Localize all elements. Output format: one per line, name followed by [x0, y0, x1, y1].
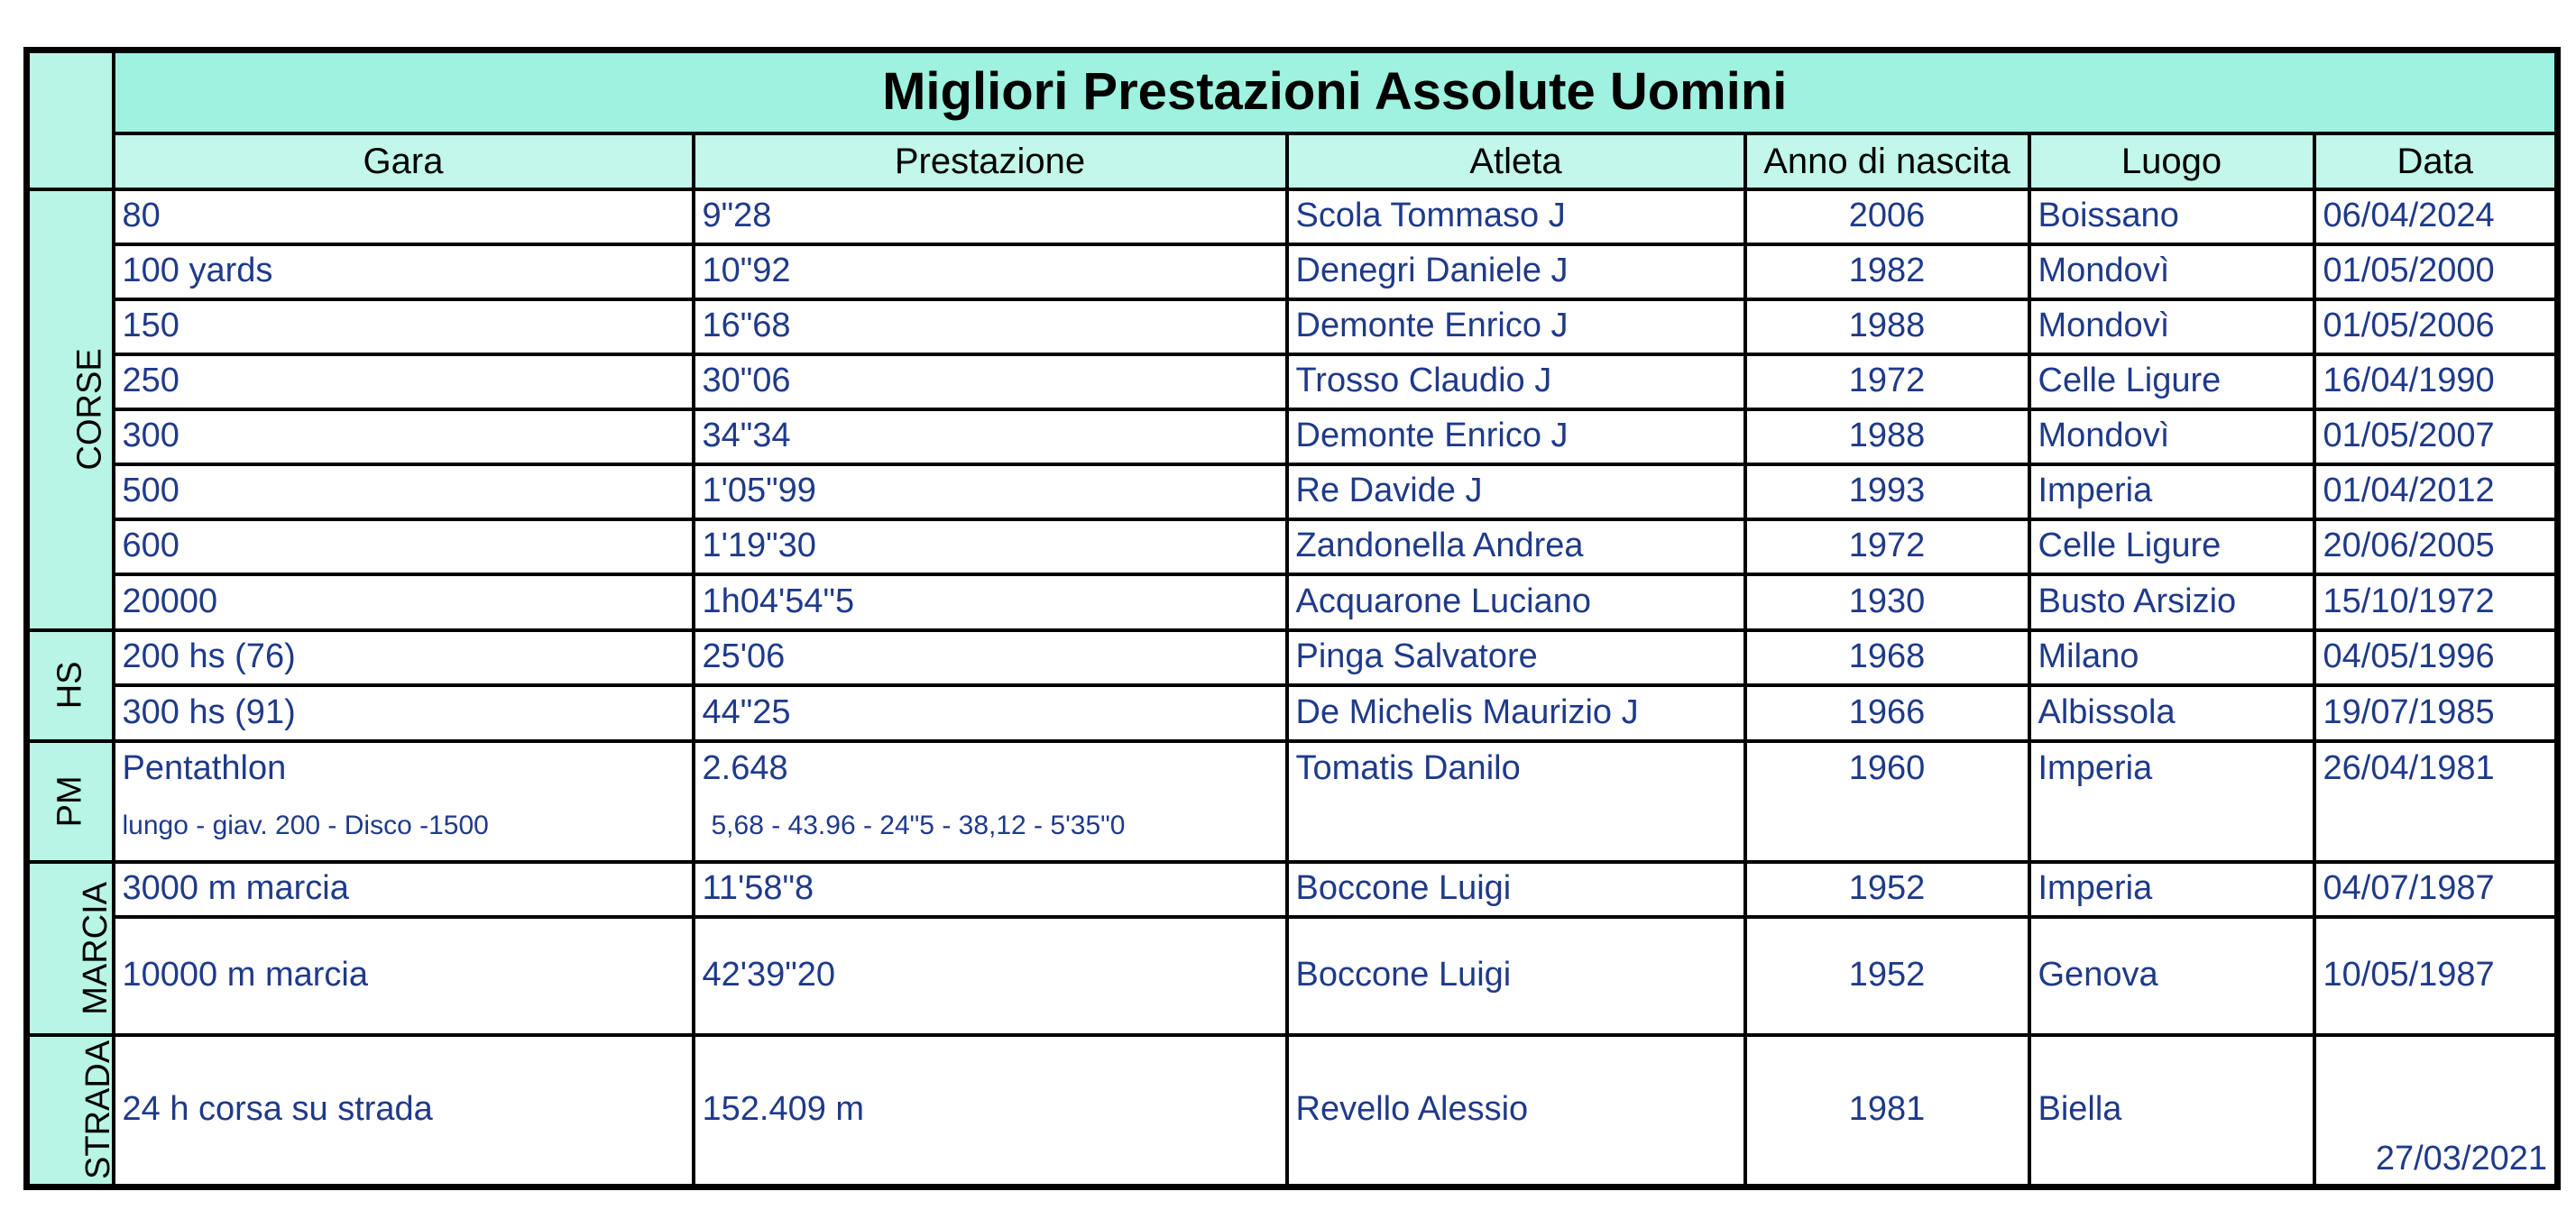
header-gara: Gara	[114, 133, 694, 189]
cell-atleta: Revello Alessio	[1287, 1035, 1745, 1187]
cell-luogo: Imperia	[2029, 741, 2314, 862]
page-title: Migliori Prestazioni Assolute Uomini	[114, 50, 2558, 133]
category-label: MARCIA	[77, 881, 115, 1015]
header-prestazione: Prestazione	[694, 133, 1287, 189]
cell-atleta: Tomatis Danilo	[1287, 741, 1745, 862]
category-hs	[27, 630, 114, 741]
cell-prestazione: 25'06	[694, 630, 1287, 685]
cell-anno: 1968	[1745, 630, 2029, 685]
cell-anno: 1972	[1745, 519, 2029, 574]
cell-luogo: Genova	[2029, 917, 2314, 1035]
cell-data: 19/07/1985	[2314, 685, 2558, 741]
cell-atleta: De Michelis Maurizio J	[1287, 685, 1745, 741]
cell-luogo: Biella	[2029, 1035, 2314, 1187]
cell-anno: 2006	[1745, 189, 2029, 244]
cell-data: 01/04/2012	[2314, 464, 2558, 519]
cell-gara: 500	[114, 464, 694, 519]
cell-atleta: Acquarone Luciano	[1287, 574, 1745, 630]
cell-anno: 1988	[1745, 299, 2029, 354]
cell-prestazione-detail: 5,68 - 43.96 - 24"5 - 38,12 - 5'35"0	[711, 811, 1126, 841]
cell-prestazione	[694, 741, 1287, 862]
cell-prestazione: 10"92	[694, 244, 1287, 299]
cell-gara: 600	[114, 519, 694, 574]
cell-luogo: Celle Ligure	[2029, 354, 2314, 409]
table-row	[27, 244, 2558, 299]
cell-luogo: Imperia	[2029, 464, 2314, 519]
cell-luogo: Mondovì	[2029, 409, 2314, 464]
cell-anno: 1930	[1745, 574, 2029, 630]
cell-atleta: Demonte Enrico J	[1287, 409, 1745, 464]
cell-gara-detail: lungo - giav. 200 - Disco -1500	[122, 811, 489, 841]
cell-prestazione: 11'58"8	[694, 862, 1287, 917]
cell-anno: 1982	[1745, 244, 2029, 299]
cell-data: 01/05/2007	[2314, 409, 2558, 464]
cell-gara: 300	[114, 409, 694, 464]
table-row	[27, 354, 2558, 409]
table-row	[27, 299, 2558, 354]
header-anno: Anno di nascita	[1745, 133, 2029, 189]
cell-gara: 24 h corsa su strada	[114, 1035, 694, 1187]
cell-atleta: Re Davide J	[1287, 464, 1745, 519]
table-row	[27, 189, 2558, 244]
cell-atleta: Zandonella Andrea	[1287, 519, 1745, 574]
cell-anno: 1952	[1745, 917, 2029, 1035]
cell-gara: 200 hs (76)	[114, 630, 694, 685]
cell-prestazione: 30"06	[694, 354, 1287, 409]
cell-prestazione-main: 2.648	[702, 748, 788, 787]
category-label: PM	[51, 774, 89, 827]
cell-data: 15/10/1972	[2314, 574, 2558, 630]
cell-prestazione: 44"25	[694, 685, 1287, 741]
table-row	[27, 574, 2558, 630]
header-luogo: Luogo	[2029, 133, 2314, 189]
cell-gara: 250	[114, 354, 694, 409]
cell-gara: 3000 m marcia	[114, 862, 694, 917]
table-row	[27, 630, 2558, 685]
cell-data: 10/05/1987	[2314, 917, 2558, 1035]
cell-prestazione: 1h04'54"5	[694, 574, 1287, 630]
cell-gara-main: Pentathlon	[122, 748, 287, 787]
cell-anno: 1960	[1745, 741, 2029, 862]
cell-atleta: Trosso Claudio J	[1287, 354, 1745, 409]
cell-anno: 1966	[1745, 685, 2029, 741]
cell-data: 04/07/1987	[2314, 862, 2558, 917]
cell-data: 04/05/1996	[2314, 630, 2558, 685]
cell-data: 20/06/2005	[2314, 519, 2558, 574]
table-row	[27, 685, 2558, 741]
cell-luogo: Busto Arsizio	[2029, 574, 2314, 630]
cell-atleta: Pinga Salvatore	[1287, 630, 1745, 685]
cell-data: 16/04/1990	[2314, 354, 2558, 409]
cell-prestazione: 1'05"99	[694, 464, 1287, 519]
cell-gara: 300 hs (91)	[114, 685, 694, 741]
records-table	[23, 47, 2561, 1190]
cell-data: 06/04/2024	[2314, 189, 2558, 244]
cell-luogo: Mondovì	[2029, 244, 2314, 299]
table-row	[27, 519, 2558, 574]
cell-prestazione: 34"34	[694, 409, 1287, 464]
corner-cell	[27, 50, 114, 189]
cell-anno: 1981	[1745, 1035, 2029, 1187]
cell-atleta: Boccone Luigi	[1287, 862, 1745, 917]
cell-prestazione: 16"68	[694, 299, 1287, 354]
cell-prestazione: 152.409 m	[694, 1035, 1287, 1187]
cell-data: 26/04/1981	[2314, 741, 2558, 862]
cell-prestazione: 1'19"30	[694, 519, 1287, 574]
table-row	[27, 741, 2558, 862]
cell-luogo: Celle Ligure	[2029, 519, 2314, 574]
category-marcia	[27, 862, 114, 1035]
category-pm	[27, 741, 114, 862]
cell-anno: 1972	[1745, 354, 2029, 409]
cell-data: 01/05/2006	[2314, 299, 2558, 354]
category-corse	[27, 189, 114, 630]
category-label: STRADA	[79, 1040, 118, 1180]
cell-data: 01/05/2000	[2314, 244, 2558, 299]
category-label: HS	[51, 661, 89, 710]
cell-data: 27/03/2021	[2314, 1035, 2558, 1187]
cell-gara: 100 yards	[114, 244, 694, 299]
cell-anno: 1993	[1745, 464, 2029, 519]
table-row	[27, 409, 2558, 464]
cell-gara: 150	[114, 299, 694, 354]
cell-gara	[114, 741, 694, 862]
cell-prestazione: 9"28	[694, 189, 1287, 244]
category-strada	[27, 1035, 118, 1187]
cell-luogo: Milano	[2029, 630, 2314, 685]
cell-anno: 1988	[1745, 409, 2029, 464]
table-row	[27, 464, 2558, 519]
header-row	[27, 133, 2558, 189]
cell-atleta: Denegri Daniele J	[1287, 244, 1745, 299]
cell-gara: 80	[114, 189, 694, 244]
cell-luogo: Mondovì	[2029, 299, 2314, 354]
header-atleta: Atleta	[1287, 133, 1745, 189]
table-row	[27, 1035, 2558, 1187]
cell-prestazione: 42'39"20	[694, 917, 1287, 1035]
cell-gara: 10000 m marcia	[114, 917, 694, 1035]
title-row	[27, 50, 2558, 133]
cell-luogo: Imperia	[2029, 862, 2314, 917]
cell-atleta: Scola Tommaso J	[1287, 189, 1745, 244]
cell-atleta: Boccone Luigi	[1287, 917, 1745, 1035]
table-row	[27, 917, 2558, 1035]
cell-luogo: Boissano	[2029, 189, 2314, 244]
cell-atleta: Demonte Enrico J	[1287, 299, 1745, 354]
cell-gara: 20000	[114, 574, 694, 630]
header-data: Data	[2314, 133, 2558, 189]
cell-anno: 1952	[1745, 862, 2029, 917]
category-label: CORSE	[70, 348, 109, 471]
table-row	[27, 862, 2558, 917]
cell-luogo: Albissola	[2029, 685, 2314, 741]
